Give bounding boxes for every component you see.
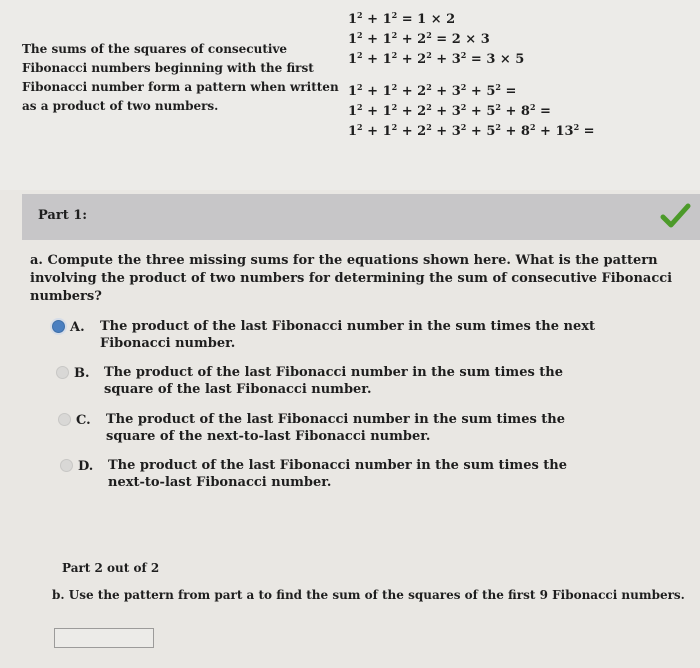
part2-title: Part 2 out of 2 [62,561,160,575]
term-base: 3 [451,124,461,139]
equation-result: 1 × 2 [417,12,456,27]
equation-term: $5^2$ [486,102,501,119]
part1-title: Part 1: [38,208,88,223]
term-base: 2 [417,104,427,119]
equation-term: $3^2$ [451,122,467,139]
equation-term: $1^2$ [382,30,398,47]
option-a-letter: A. [70,320,85,335]
equation-term: $2^2$ [417,122,432,139]
equation-result: 2 × 3 [451,32,490,47]
option-d-text: The product of the last Fibonacci number in the sum times the next-to-last Fibonacci number. [108,458,568,490]
equation-term: $2^2$ [417,102,432,119]
term-base: 8 [520,104,530,119]
equation-line: $1^2 + 1^2 + 2^2 + 3^2 = 3 \times 5$ [348,50,525,67]
equation-term: $3^2$ [451,50,467,67]
equation-line: $1^2 + 1^2 = 1 \times 2$ [348,10,456,27]
equation-line: $1^2 + 1^2 + 2^2 + 3^2 + 5^2 + 8^2$ = [348,102,551,119]
equation-term: $5^2$ [486,122,501,139]
term-base: 1 [382,104,392,119]
option-c-letter: C. [76,413,91,428]
term-base: 5 [486,104,496,119]
part1-question: a. Compute the three missing sums for the equations shown here. What is the pattern involving the product of two numbers for determining the sum of consecutive Fibonacci numbers? [30,253,673,304]
equation-term: $1^2$ [348,50,363,67]
term-base: 1 [348,12,358,27]
intro-text: The sums of the squares of consecutive Fibonacci numbers beginning with the first Fibonacci number form a pattern when written as a product of two numbers. [22,42,339,113]
part2-question: b. Use the pattern from part a to find the sum of the squares of the first 9 Fibonacci numbers. [52,588,685,602]
term-base: 1 [382,12,392,27]
equation-term: $1^2$ [348,122,363,139]
option-d-letter: D. [78,459,94,474]
equation-term: $8^2$ [520,102,536,119]
option-a-radio[interactable] [52,320,65,333]
equation-term: $2^2$ [417,30,432,47]
option-c-radio[interactable] [58,413,71,426]
term-base: 1 [382,52,392,67]
term-base: 5 [486,84,496,99]
equation-line: $1^2 + 1^2 + 2^2 + 3^2 + 5^2 + 8^2 + 13^2$ = [348,122,595,139]
term-base: 2 [417,32,427,47]
equation-term: $1^2$ [348,82,363,99]
equation-term: $8^2$ [520,122,536,139]
equation-term: $13^2$ [555,122,580,139]
term-base: 1 [348,52,358,67]
term-base: 1 [348,84,358,99]
option-a-text: The product of the last Fibonacci number in the sum times the next Fibonacci number. [100,319,596,351]
term-base: 13 [555,124,574,139]
equation-term: $1^2$ [382,10,398,27]
term-base: 1 [382,32,392,47]
equation-list [348,10,595,142]
term-base: 2 [417,124,427,139]
term-base: 5 [486,124,496,139]
term-base: 3 [451,104,461,119]
term-base: 1 [382,84,392,99]
option-c-text: The product of the last Fibonacci number in the sum times the square of the next-to-last Fibonacci number. [106,412,566,444]
term-base: 1 [382,124,392,139]
checkmark-icon [658,198,692,232]
option-b-radio[interactable] [56,366,69,379]
option-d-radio[interactable] [60,459,73,472]
term-base: 1 [348,124,358,139]
answer-input[interactable] [54,628,154,648]
term-base: 3 [451,52,461,67]
equation-term: $1^2$ [382,82,398,99]
part1-header [22,194,700,240]
equation-term: $1^2$ [348,102,363,119]
equation-term: $1^2$ [382,50,398,67]
term-base: 8 [520,124,530,139]
equation-term: $1^2$ [382,122,398,139]
term-base: 1 [348,104,358,119]
term-base: 1 [348,32,358,47]
option-b-text: The product of the last Fibonacci number in the sum times the square of the last Fibonacci number. [104,365,564,397]
term-base: 2 [417,52,427,67]
equation-line: $1^2 + 1^2 + 2^2 = 2 \times 3$ [348,30,490,47]
term-base: 3 [451,84,461,99]
option-b-letter: B. [74,366,90,381]
equation-result: 3 × 5 [486,52,525,67]
equation-line: $1^2 + 1^2 + 2^2 + 3^2 + 5^2$ = [348,82,517,99]
equation-term: $1^2$ [348,30,363,47]
equation-term: $3^2$ [451,102,467,119]
equation-term: $3^2$ [451,82,467,99]
problem-header [0,0,700,190]
equation-term: $5^2$ [486,82,501,99]
equation-term: $1^2$ [348,10,363,27]
equation-term: $2^2$ [417,50,432,67]
equation-term: $1^2$ [382,102,398,119]
equation-term: $2^2$ [417,82,432,99]
term-base: 2 [417,84,427,99]
